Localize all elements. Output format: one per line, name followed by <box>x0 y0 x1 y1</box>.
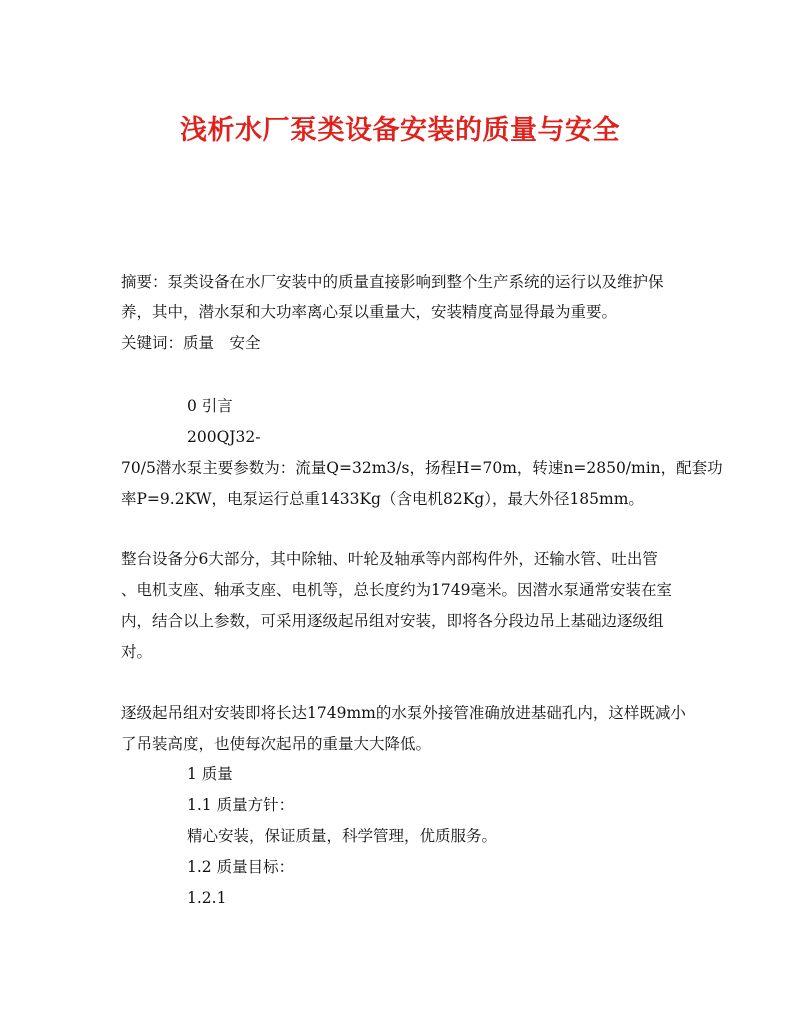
keywords-line: 关键词：质量 安全 <box>121 334 261 352</box>
section-1-2-heading: 1.2 质量目标： <box>187 858 295 876</box>
section-1-1-text: 精心安装，保证质量，科学管理，优质服务。 <box>187 827 498 845</box>
params-line-2: 率P=9.2KW，电泵运行总重1433Kg（含电机82Kg），最大外径185mm。 <box>121 490 644 508</box>
section-0-heading: 0 引言 <box>187 397 233 415</box>
paragraph-2-line-1: 整台设备分6大部分，其中除轴、叶轮及轴承等内部构件外，还输水管、吐出管 <box>121 550 658 568</box>
paragraph-2-line-3: 内，结合以上参数，可采用逐级起吊组对安装，即将各分段边吊上基础边逐级组 <box>121 612 664 630</box>
abstract-line-2: 养，其中，潜水泵和大功率离心泵以重量大，安装精度高显得最为重要。 <box>121 303 618 321</box>
model-line: 200QJ32- <box>187 428 261 446</box>
section-1-heading: 1 质量 <box>187 765 233 783</box>
paragraph-2-line-2: 、电机支座、轴承支座、电机等，总长度约为1749毫米。因潜水泵通常安装在室 <box>121 581 672 599</box>
section-1-1-heading: 1.1 质量方针： <box>187 796 295 814</box>
section-1-2-1-heading: 1.2.1 <box>187 889 227 907</box>
abstract-line-1: 摘要：泵类设备在水厂安装中的质量直接影响到整个生产系统的运行以及维护保 <box>121 273 664 291</box>
paragraph-3-line-1: 逐级起吊组对安装即将长达1749mm的水泵外接管准确放进基础孔内，这样既减小 <box>121 704 686 722</box>
paragraph-3-line-2: 了吊装高度，也使每次起吊的重量大大降低。 <box>121 735 432 753</box>
document-title: 浅析水厂泵类设备安装的质量与安全 <box>180 115 620 146</box>
paragraph-2-line-4: 对。 <box>121 643 153 661</box>
params-line-1: 70/5潜水泵主要参数为：流量Q=32m3/s，扬程H=70m，转速n=2850/min，配套功 <box>121 459 723 477</box>
